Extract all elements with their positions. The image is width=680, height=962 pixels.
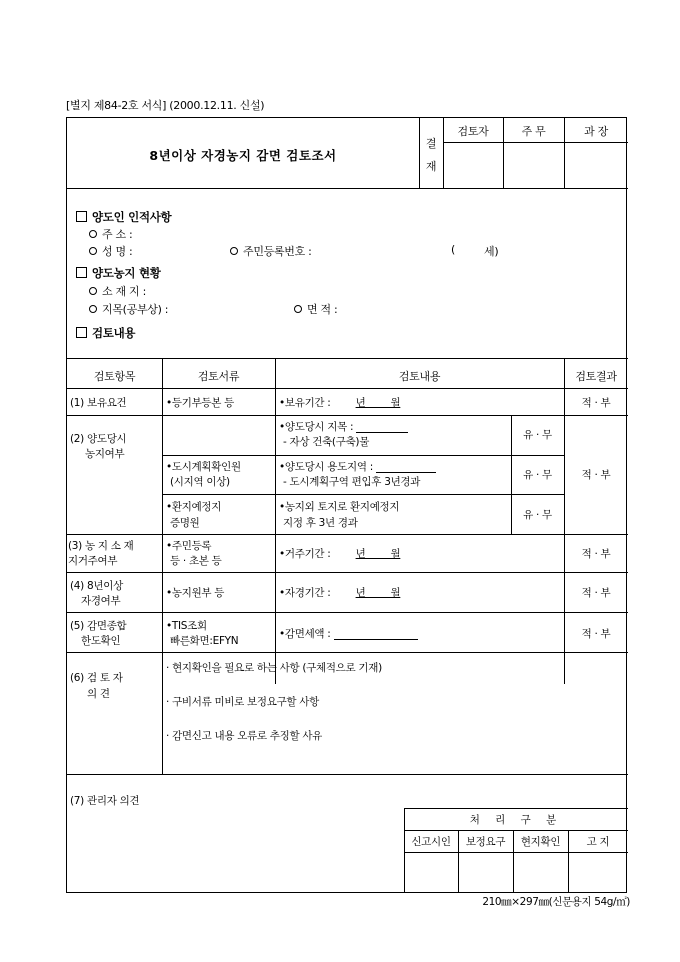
processing-col-notice: 고 지 xyxy=(586,836,610,848)
row2-sub2-doc-line1: •도시계획확인원 xyxy=(166,461,241,473)
blank-line xyxy=(356,420,408,433)
form-reference: [별지 제84-2호 서식] (2000.12.11. 신설) xyxy=(66,99,265,112)
name-row: 성 명 : xyxy=(89,243,132,259)
row5-item-line1: (5) 감면종합 xyxy=(70,620,127,632)
processing-col-accept: 신고시인 xyxy=(411,836,451,848)
row2-item-line1: (2) 양도당시 xyxy=(70,433,127,445)
blank-line xyxy=(376,460,436,473)
checkbox-icon xyxy=(76,327,87,338)
area-row: 면 적 : xyxy=(294,301,337,317)
row2-sub3-doc-line2: 증명원 xyxy=(170,517,200,529)
circle-bullet-icon xyxy=(230,247,238,255)
approval-label-bottom: 재 xyxy=(425,160,437,173)
row4-item-line1: (4) 8년이상 xyxy=(70,580,123,592)
processing-heading: 처 리 구 분 xyxy=(469,814,563,826)
row5-doc-line1: •TIS조회 xyxy=(166,620,207,632)
form-frame xyxy=(66,117,627,893)
row2-sub3-content-line1: •농지외 토지로 환지예정지 xyxy=(279,501,400,513)
header-result: 검토결과 xyxy=(575,370,617,383)
header-content: 검토내용 xyxy=(398,370,441,383)
circle-bullet-icon xyxy=(294,305,302,313)
row2-result: 적 · 부 xyxy=(581,469,611,481)
approval-col-officer: 주 무 xyxy=(521,125,546,138)
approval-col-chief: 과 장 xyxy=(584,125,608,138)
rrn-row: 주민등록번호 : xyxy=(230,243,312,259)
header-item: 검토항목 xyxy=(93,370,136,383)
row2-sub3-yn: 유 · 무 xyxy=(523,509,552,521)
row2-sub1-yn: 유 · 무 xyxy=(523,429,552,441)
circle-bullet-icon xyxy=(89,230,97,238)
approval-label-top: 결 xyxy=(425,137,437,150)
blank-line xyxy=(334,627,418,640)
row7-item: (7) 관리자 의견 xyxy=(70,795,140,807)
form-title: 8년이상 자경농지 감면 검토조서 xyxy=(149,148,337,163)
row6-item-line2: 의 견 xyxy=(87,688,110,700)
row2-sub1-content-line1: •양도당시 지목 : xyxy=(279,419,408,434)
row2-sub2-yn: 유 · 무 xyxy=(523,469,552,481)
approval-col-reviewer: 검토자 xyxy=(457,125,489,138)
row4-doc: •농지원부 등 xyxy=(166,587,225,599)
row4-item-line2: 자경여부 xyxy=(81,595,121,607)
row3-item-line1: (3) 농 지 소 재 xyxy=(68,540,134,552)
checkbox-icon xyxy=(76,267,87,278)
age-label: 세) xyxy=(484,245,499,258)
row3-doc-line1: •주민등록 xyxy=(166,540,212,552)
row1-doc: •등기부등본 등 xyxy=(166,397,234,409)
review-heading: 검토내용 xyxy=(76,325,135,341)
row6-opinion-1: · 현지확인을 필요로 하는 사항 (구체적으로 기재) xyxy=(166,662,382,674)
transferor-heading: 양도인 인적사항 xyxy=(76,209,171,225)
processing-col-correction: 보정요구 xyxy=(465,836,506,848)
header-docs: 검토서류 xyxy=(197,370,240,383)
row2-sub2-content-line1: •양도당시 용도지역 : xyxy=(279,459,436,474)
row4-content: •자경기간 : 년 월 xyxy=(279,587,401,599)
location-row: 소 재 지 : xyxy=(89,283,146,299)
row3-doc-line2: 등 · 초본 등 xyxy=(170,555,222,567)
row6-item-line1: (6) 검 토 자 xyxy=(70,672,123,684)
row2-sub1-content-line2: - 자상 건축(구축)물 xyxy=(283,436,370,448)
row3-result: 적 · 부 xyxy=(581,548,611,560)
circle-bullet-icon xyxy=(89,247,97,255)
row2-item-line2: 농지여부 xyxy=(85,448,125,460)
row6-opinion-3: · 감면신고 내용 오류로 추징할 사유 xyxy=(166,730,323,742)
category-row: 지목(공부상) : xyxy=(89,301,168,317)
row5-result: 적 · 부 xyxy=(581,628,611,640)
age-open: ( xyxy=(451,243,455,256)
row3-item-line2: 지거주여부 xyxy=(68,555,118,567)
paper-spec: 210㎜×297㎜(신문용지 54g/㎡) xyxy=(482,896,630,908)
checkbox-icon xyxy=(76,211,87,222)
row5-content: •감면세액 : xyxy=(279,626,418,641)
row2-sub3-content-line2: 지정 후 3년 경과 xyxy=(283,517,358,529)
row6-opinion-2: · 구비서류 미비로 보정요구할 사항 xyxy=(166,696,319,708)
row1-content: •보유기간 : 년 월 xyxy=(279,397,401,409)
row1-item: (1) 보유요건 xyxy=(70,397,127,409)
row2-sub2-content-line2: - 도시계획구역 편입후 3년경과 xyxy=(283,476,421,488)
farmland-heading: 양도농지 현황 xyxy=(76,265,161,281)
row2-sub3-doc-line1: •환지예정지 xyxy=(166,501,222,513)
row4-result: 적 · 부 xyxy=(581,587,611,599)
circle-bullet-icon xyxy=(89,287,97,295)
row5-item-line2: 한도확인 xyxy=(81,635,121,647)
row1-result: 적 · 부 xyxy=(581,397,611,409)
circle-bullet-icon xyxy=(89,305,97,313)
row2-sub2-doc-line2: (시지역 이상) xyxy=(170,476,230,488)
row5-doc-line2: 빠른화면:EFYN xyxy=(170,635,239,647)
row3-content: •거주기간 : 년 월 xyxy=(279,548,401,560)
processing-col-site-check: 현지확인 xyxy=(520,836,561,848)
address-row: 주 소 : xyxy=(89,226,132,242)
